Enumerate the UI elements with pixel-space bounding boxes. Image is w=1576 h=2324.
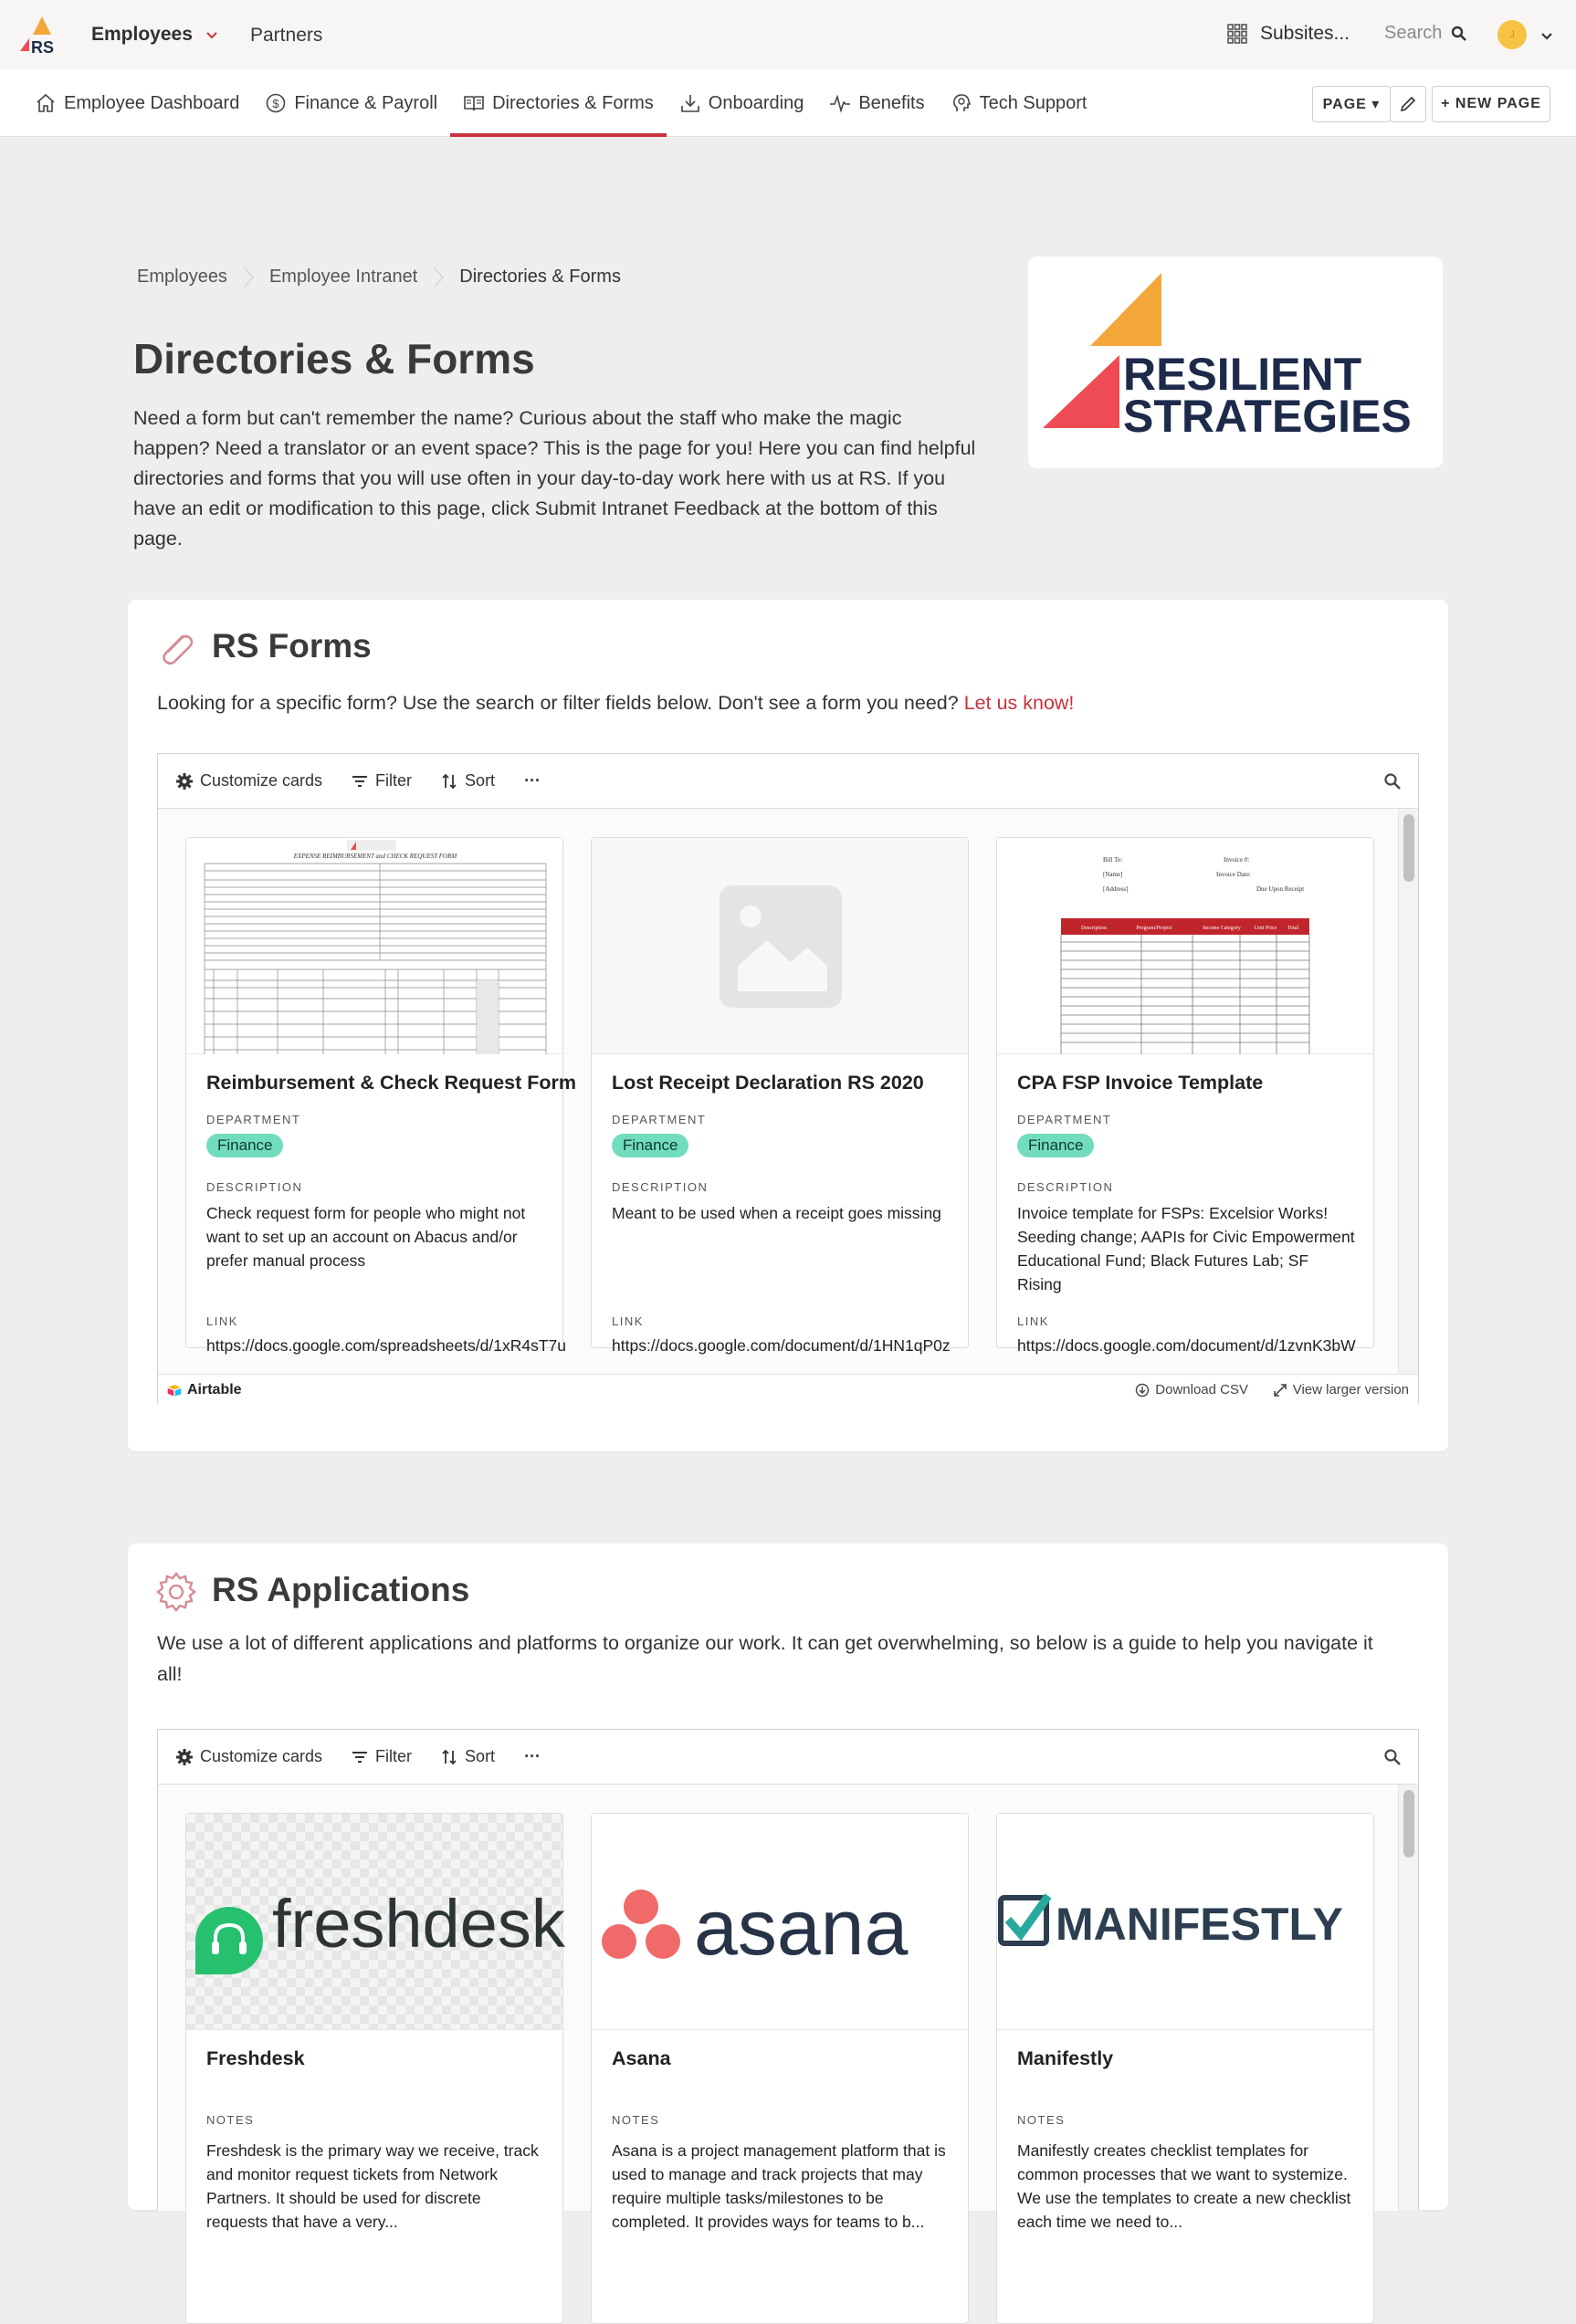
filter-label: Filter xyxy=(375,771,413,790)
app-logo xyxy=(997,1814,1373,2030)
embed-toolbar xyxy=(158,1730,1418,1785)
home-icon xyxy=(35,92,57,114)
asana-logo-icon xyxy=(592,1814,970,2030)
application-card[interactable] xyxy=(996,1813,1374,2324)
nav-bar xyxy=(0,69,1576,137)
field-label: DEPARTMENT xyxy=(206,1113,301,1126)
edit-button[interactable] xyxy=(1390,86,1426,122)
partners-link[interactable]: Partners xyxy=(250,25,323,46)
chevron-down-icon[interactable] xyxy=(1539,28,1554,43)
scrollbar[interactable] xyxy=(1398,1785,1418,2211)
filter-label: Filter xyxy=(375,1747,413,1765)
logo-text: asana xyxy=(694,1884,909,1972)
tab-label: Benefits xyxy=(858,92,925,113)
card-description: Invoice template for FSPs: Excelsior Works! Seeding change; AAPIs for Civic Empowerment Educational Fund; Black Futures Lab; SF Rising xyxy=(1017,1204,1355,1293)
cards-grid xyxy=(158,1785,1418,2231)
application-card[interactable] xyxy=(591,1813,969,2324)
customize-cards-button[interactable] xyxy=(176,771,322,790)
view-larger-label: View larger version xyxy=(1292,1382,1409,1398)
logo-graphic xyxy=(1028,256,1443,468)
thumb-text: Income Category xyxy=(1203,926,1241,931)
site-switcher[interactable] xyxy=(91,24,218,46)
section-description-text: Looking for a specific form? Use the search or filter fields below. Don't see a form you need? xyxy=(157,692,959,714)
freshdesk-logo-icon xyxy=(186,1814,564,2030)
subsites-button[interactable] xyxy=(1227,23,1350,45)
airtable-label: Airtable xyxy=(187,1381,242,1398)
form-thumbnail xyxy=(997,838,1373,1054)
card-title: Manifestly xyxy=(1017,2047,1114,2069)
page-intro: Need a form but can't remember the name? Curious about the staff who make the magic happen? Need a translator or an event space? This is the page for you! Here you can find helpful directories and forms that you will use often in your day-to-day work here with us at RS. If you have an edit or modification to this page, click Submit Intranet Feedback at the bottom of this page. xyxy=(133,407,976,550)
section-description xyxy=(157,687,1399,718)
rs-forms-section xyxy=(128,600,1448,1451)
download-csv-label: Download CSV xyxy=(1155,1382,1248,1398)
field-label: LINK xyxy=(1017,1314,1049,1328)
expand-icon xyxy=(1273,1383,1287,1398)
thumb-text: Total xyxy=(1287,926,1299,931)
breadcrumb-item[interactable]: Employees xyxy=(137,267,227,287)
section-title: RS Applications xyxy=(212,1571,470,1608)
customize-label: Customize cards xyxy=(200,1747,323,1765)
sort-icon xyxy=(441,773,457,790)
embed-footer xyxy=(158,1374,1418,1405)
form-thumbnail xyxy=(592,838,968,1054)
chevron-right-icon xyxy=(432,267,445,288)
airtable-logo-icon xyxy=(167,1383,182,1398)
head-icon xyxy=(951,92,972,114)
customize-cards-button[interactable] xyxy=(176,1747,322,1766)
chevron-right-icon xyxy=(242,267,255,288)
search-field[interactable] xyxy=(1384,23,1467,44)
thumb-text: Due Upon Receipt xyxy=(1256,885,1305,893)
embed-toolbar xyxy=(158,754,1418,809)
field-label: DESCRIPTION xyxy=(612,1180,709,1194)
image-placeholder-icon xyxy=(592,838,970,1054)
card-notes: Freshdesk is the primary way we receive, track and monitor request tickets from Network Partners. It should be used for discrete requests that have a very... xyxy=(206,2141,539,2231)
field-label: NOTES xyxy=(612,2113,660,2127)
thumb-text: Unit Price xyxy=(1254,926,1277,931)
form-card[interactable] xyxy=(591,837,969,1355)
filter-button[interactable] xyxy=(352,771,412,790)
card-link[interactable]: https://docs.google.com/document/d/1zvnK3bW xyxy=(1017,1336,1356,1355)
field-label: NOTES xyxy=(206,2113,255,2127)
app-logo xyxy=(186,1814,565,2030)
thumb-text: [Name] xyxy=(1103,871,1123,878)
tab-label: Employee Dashboard xyxy=(64,92,240,113)
application-card[interactable] xyxy=(185,1813,563,2324)
airtable-embed xyxy=(157,1729,1419,2231)
page-title: Directories & Forms xyxy=(133,335,535,382)
breadcrumb xyxy=(137,267,621,288)
book-icon xyxy=(463,92,485,114)
nav-tabs xyxy=(22,69,1099,137)
tab-label: Onboarding xyxy=(708,92,804,113)
breadcrumb-item[interactable]: Employee Intranet xyxy=(268,267,418,287)
invoice-template-image xyxy=(997,838,1375,1054)
page-menu-button[interactable]: PAGE ▾ xyxy=(1312,86,1391,122)
rs-applications-section xyxy=(128,1544,1448,2231)
new-page-button[interactable]: + NEW PAGE xyxy=(1432,86,1550,122)
card-notes: Asana is a project management platform that is used to manage and track projects that may require multiple tasks/milestones to be completed. It provides ways for teams to b... xyxy=(612,2141,946,2231)
breadcrumb-current: Directories & Forms xyxy=(459,267,621,287)
field-label: DEPARTMENT xyxy=(612,1113,707,1126)
tab-finance-payroll[interactable] xyxy=(252,69,450,137)
thumb-text: EXPENSE REIMBURSEMENT and CHECK REQUEST FORM xyxy=(293,853,457,860)
subsites-label: Subsites... xyxy=(1260,23,1350,44)
card-title: CPA FSP Invoice Template xyxy=(1017,1072,1264,1094)
site-name: Employees xyxy=(91,24,193,45)
scrollbar[interactable] xyxy=(1398,809,1418,1374)
search-icon[interactable] xyxy=(1383,772,1402,790)
card-notes: Manifestly creates checklist templates for common processes that we want to systemize. We use the templates to create a new checklist each time we need to... xyxy=(1017,2141,1351,2231)
field-label: NOTES xyxy=(1017,2113,1066,2127)
resilient-strategies-logo xyxy=(1028,256,1443,468)
filter-button[interactable] xyxy=(352,1747,412,1766)
logo-text: MANIFESTLY xyxy=(1056,1899,1343,1950)
rs-logo-icon[interactable] xyxy=(20,16,60,55)
gear-icon xyxy=(176,773,193,790)
app-logo xyxy=(592,1814,968,2030)
thumb-text: Invoice Date: xyxy=(1216,871,1251,878)
card-description: Check request form for people who might not want to set up an account on Abacus and/or prefer manual process xyxy=(206,1204,526,1270)
card-link[interactable]: https://docs.google.com/spreadsheets/d/1xR4sT7u xyxy=(206,1336,566,1355)
logo-text: freshdesk xyxy=(272,1886,565,1962)
field-label: DESCRIPTION xyxy=(206,1180,303,1194)
scrollbar-thumb[interactable] xyxy=(1403,814,1414,882)
scrollbar-thumb[interactable] xyxy=(1403,1790,1414,1858)
sort-label: Sort xyxy=(465,1747,496,1765)
thumb-text: Program/Project xyxy=(1136,926,1172,931)
airtable-brand[interactable] xyxy=(167,1382,242,1398)
download-csv-button[interactable] xyxy=(1135,1382,1248,1398)
tab-directories-forms[interactable] xyxy=(450,69,667,137)
tab-onboarding[interactable] xyxy=(667,69,817,137)
sort-icon xyxy=(441,1749,457,1765)
gear-icon xyxy=(176,1749,193,1765)
tab-label: Finance & Payroll xyxy=(294,92,438,113)
paperclip-icon xyxy=(155,627,197,669)
expense-form-image xyxy=(186,838,564,1054)
logo-text: RESILIENT xyxy=(1123,349,1362,400)
pulse-icon xyxy=(829,92,851,114)
tab-label: Directories & Forms xyxy=(492,92,654,113)
more-options-button[interactable]: ··· xyxy=(524,771,541,790)
filter-icon xyxy=(352,1749,368,1765)
department-pill: Finance xyxy=(1017,1134,1094,1157)
department-pill: Finance xyxy=(206,1134,283,1157)
search-icon xyxy=(1451,26,1467,42)
tab-benefits[interactable] xyxy=(816,69,937,137)
grid-icon xyxy=(1227,24,1247,44)
filter-icon xyxy=(352,773,368,790)
dollar-icon xyxy=(265,92,287,114)
section-description: We use a lot of different applications and platforms to organize our work. It can get overwhelming, so below is a guide to help you navigate it all! xyxy=(157,1632,1373,1685)
form-card[interactable] xyxy=(185,837,577,1355)
card-title: Lost Receipt Declaration RS 2020 xyxy=(612,1072,924,1094)
tab-label: Tech Support xyxy=(979,92,1087,113)
download-icon xyxy=(679,92,701,114)
thumb-text: [Address] xyxy=(1103,885,1129,893)
more-options-button[interactable]: ··· xyxy=(524,1747,541,1765)
section-title: RS Forms xyxy=(212,627,372,665)
sort-label: Sort xyxy=(465,771,496,790)
tab-tech-support[interactable] xyxy=(938,69,1100,137)
thumb-text: Bill To: xyxy=(1103,856,1123,864)
download-icon xyxy=(1135,1383,1150,1398)
field-label: LINK xyxy=(612,1314,644,1328)
svg-text:RS: RS xyxy=(31,38,55,57)
form-card[interactable] xyxy=(996,837,1374,1355)
field-label: DESCRIPTION xyxy=(1017,1180,1114,1194)
chevron-down-icon xyxy=(205,28,218,41)
top-bar xyxy=(0,0,1576,69)
thumb-text: Description xyxy=(1081,926,1107,931)
pencil-icon xyxy=(1400,96,1416,112)
search-placeholder: Search xyxy=(1384,23,1443,43)
form-thumbnail xyxy=(186,838,562,1054)
airtable-embed xyxy=(157,753,1419,1404)
card-title: Asana xyxy=(612,2047,671,2069)
view-larger-button[interactable] xyxy=(1273,1382,1409,1398)
sort-button[interactable] xyxy=(441,771,495,790)
cards-grid xyxy=(158,809,1418,1374)
thumb-text: Invoice #: xyxy=(1224,856,1250,864)
field-label: DEPARTMENT xyxy=(1017,1113,1112,1126)
sort-button[interactable] xyxy=(441,1747,495,1766)
customize-label: Customize cards xyxy=(200,771,323,790)
let-us-know-link[interactable]: Let us know! xyxy=(963,692,1075,714)
department-pill: Finance xyxy=(612,1134,688,1157)
avatar[interactable]: J xyxy=(1497,20,1527,49)
card-link[interactable]: https://docs.google.com/document/d/1HN1qP0z xyxy=(612,1336,951,1355)
search-icon[interactable] xyxy=(1383,1748,1402,1766)
svg-text:$: $ xyxy=(272,97,279,110)
field-label: LINK xyxy=(206,1314,238,1328)
gear-icon xyxy=(155,1571,197,1613)
tab-employee-dashboard[interactable] xyxy=(22,69,252,137)
card-description: Meant to be used when a receipt goes missing xyxy=(612,1204,941,1222)
card-title: Freshdesk xyxy=(206,2047,305,2069)
logo-text: STRATEGIES xyxy=(1123,391,1412,442)
manifestly-logo-icon xyxy=(997,1814,1375,2030)
card-title: Reimbursement & Check Request Form xyxy=(206,1072,577,1094)
